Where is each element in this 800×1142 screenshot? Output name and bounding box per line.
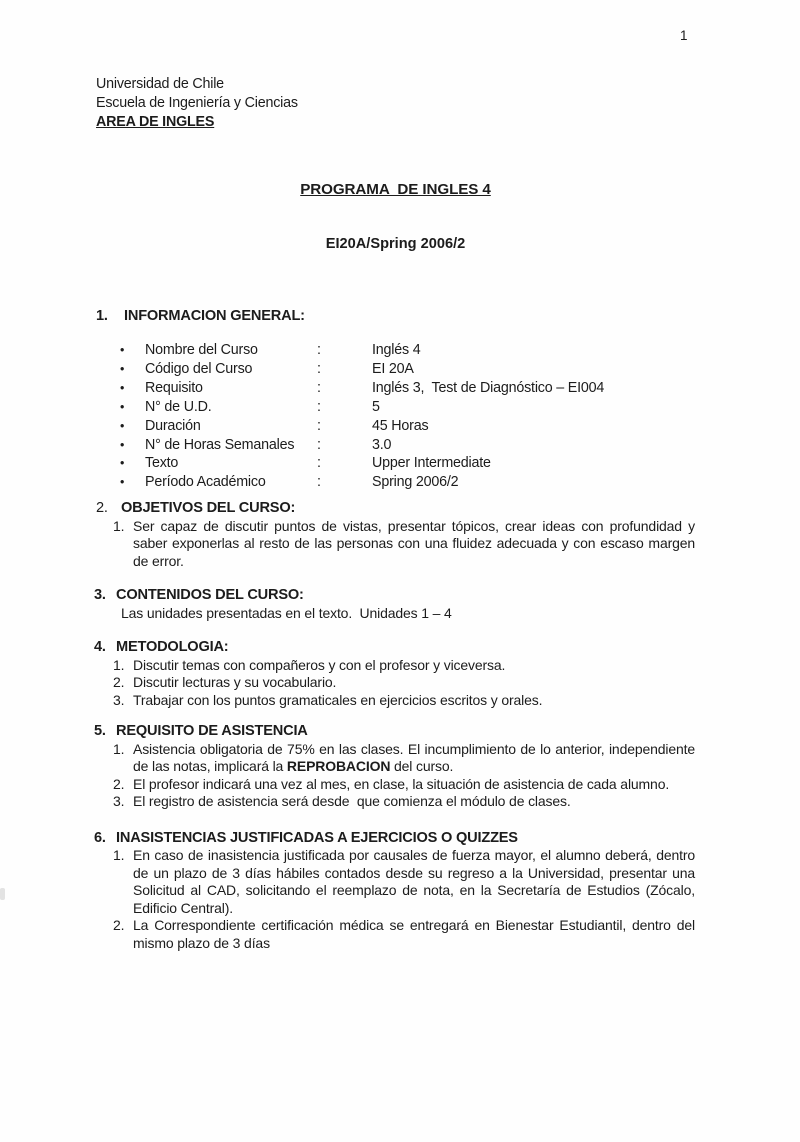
info-row xyxy=(120,473,695,492)
section-number: 5. xyxy=(94,723,106,740)
info-label: N° de Horas Semanales xyxy=(145,436,295,453)
item-number: 1. xyxy=(113,740,125,757)
bullet-icon: • xyxy=(120,437,125,452)
info-label: Código del Curso xyxy=(145,360,253,377)
list-item xyxy=(96,793,695,811)
section-number: 6. xyxy=(94,829,106,846)
info-label: N° de U.D. xyxy=(145,398,212,415)
section-informacion-general xyxy=(96,308,695,493)
methodology-list xyxy=(96,657,695,710)
info-value: Spring 2006/2 xyxy=(372,474,459,491)
info-colon: : xyxy=(317,436,321,453)
item-text: Discutir lecturas y su vocabulario. xyxy=(133,674,337,691)
bullet-icon: • xyxy=(120,380,125,395)
section-number: 2. xyxy=(96,500,108,517)
info-row xyxy=(120,341,695,360)
info-value: EI 20A xyxy=(372,360,414,377)
item-number: 3. xyxy=(113,691,125,708)
list-item xyxy=(96,776,695,794)
list-item xyxy=(96,657,695,675)
item-text: En caso de inasistencia justificada por causales de fuerza mayor, el alumno deberá, dentro de un plazo de 3 días hábiles contados desde su regreso a la Universidad, presentar una Solicitud al CAD, solicitando el reemplazo de nota, en la Secretaría de Estudios (Zócalo, Edificio Central). xyxy=(133,847,699,916)
info-label: Período Académico xyxy=(145,474,266,491)
info-value: 3.0 xyxy=(372,436,392,453)
info-value: 5 xyxy=(372,398,380,415)
bullet-icon: • xyxy=(120,418,125,433)
letterhead xyxy=(96,75,695,132)
item-text: Discutir temas con compañeros y con el profesor y viceversa. xyxy=(133,656,506,673)
title-subtitle: EI20A/Spring 2006/2 xyxy=(325,236,466,252)
list-item xyxy=(96,692,695,710)
info-colon: : xyxy=(317,360,321,377)
item-text-segment: Asistencia obligatoria de 75% en las clases. El incumplimiento de lo anterior, independiente de las notas, implicará la xyxy=(133,740,699,775)
course-info-list xyxy=(120,341,695,492)
item-text: Trabajar con los puntos gramaticales en ejercicios escritos y orales. xyxy=(133,691,543,708)
info-row xyxy=(120,417,695,436)
page-number: 1 xyxy=(680,28,688,43)
item-text: Ser capaz de discutir puntos de vistas, presentar tópicos, crear ideas con profundidad y saber exponerlas al resto de las personas con una fluidez adecuada y con escaso margen de error. xyxy=(133,517,699,569)
bullet-icon: • xyxy=(120,361,125,376)
title-main: PROGRAMA DE INGLES 4 xyxy=(300,181,491,198)
section-requisito-asistencia xyxy=(94,723,699,811)
list-item xyxy=(96,517,699,571)
section-heading: REQUISITO DE ASISTENCIA xyxy=(116,723,308,740)
bullet-icon: • xyxy=(120,399,125,414)
section-metodologia xyxy=(96,639,695,709)
section-contenidos xyxy=(96,587,695,622)
section-inasistencias xyxy=(94,829,699,953)
item-text xyxy=(133,740,699,776)
item-text-segment: del curso. xyxy=(390,758,454,775)
list-item xyxy=(96,740,699,776)
info-colon: : xyxy=(317,342,321,358)
attendance-rules-list xyxy=(96,740,699,811)
info-value: Inglés 4 xyxy=(372,342,421,358)
info-colon: : xyxy=(317,455,321,472)
info-label: Texto xyxy=(145,455,179,472)
list-item xyxy=(96,847,699,917)
contents-text: Las unidades presentadas en el texto. Unidades 1 – 4 xyxy=(121,604,452,621)
info-value: 45 Horas xyxy=(372,417,429,434)
section-number: 4. xyxy=(94,639,106,656)
info-row xyxy=(120,360,695,379)
info-colon: : xyxy=(317,379,321,396)
section-heading-row xyxy=(96,500,695,518)
item-number: 3. xyxy=(113,793,125,810)
info-row xyxy=(120,436,695,455)
section-heading: CONTENIDOS DEL CURSO: xyxy=(116,587,304,604)
university-name: Universidad de Chile xyxy=(96,76,224,92)
info-colon: : xyxy=(317,474,321,491)
section-heading: INASISTENCIAS JUSTIFICADAS A EJERCICIOS O QUIZZES xyxy=(116,829,518,846)
section-heading-row xyxy=(96,830,695,848)
list-item xyxy=(96,917,699,952)
item-number: 2. xyxy=(113,775,125,792)
section-number: 1. xyxy=(96,307,108,324)
section-heading-row xyxy=(96,587,695,605)
section-heading: METODOLOGIA: xyxy=(116,639,229,656)
scan-artifact-mark xyxy=(0,888,5,900)
bullet-icon: • xyxy=(120,475,125,490)
section-heading-row xyxy=(96,308,695,326)
item-number: 1. xyxy=(113,847,125,864)
list-item xyxy=(96,674,695,692)
item-text: El profesor indicará una vez al mes, en clase, la situación de asistencia de cada alumno. xyxy=(133,775,670,792)
item-number: 2. xyxy=(113,917,125,934)
emphasis-word: REPROBACION xyxy=(286,758,391,775)
info-colon: : xyxy=(317,398,321,415)
item-number: 1. xyxy=(113,656,125,673)
objectives-list xyxy=(96,517,699,571)
item-text: La Correspondiente certificación médica se entregará en Bienestar Estudiantil, dentro del mismo plazo de 3 días xyxy=(133,917,699,951)
document-title xyxy=(96,145,695,290)
section-heading: OBJETIVOS DEL CURSO: xyxy=(121,500,296,517)
info-value: Upper Intermediate xyxy=(372,455,491,472)
info-row xyxy=(120,454,695,473)
bullet-icon: • xyxy=(120,343,125,357)
info-colon: : xyxy=(317,417,321,434)
item-text: El registro de asistencia será desde que comienza el módulo de clases. xyxy=(133,793,571,810)
info-label: Requisito xyxy=(145,379,203,396)
section-heading-row xyxy=(96,723,695,741)
justified-absence-list xyxy=(96,847,699,952)
bullet-icon: • xyxy=(120,456,125,471)
item-number: 2. xyxy=(113,674,125,691)
section-number: 3. xyxy=(94,587,106,604)
section-heading-row xyxy=(96,639,695,657)
info-row xyxy=(120,379,695,398)
section-heading: INFORMACION GENERAL: xyxy=(124,307,305,324)
school-name: Escuela de Ingeniería y Ciencias xyxy=(96,95,298,111)
department-name: AREA DE INGLES xyxy=(96,114,215,130)
info-row xyxy=(120,398,695,417)
info-label: Nombre del Curso xyxy=(145,342,258,358)
section-objetivos xyxy=(96,500,699,570)
info-label: Duración xyxy=(145,417,201,434)
item-number: 1. xyxy=(113,517,125,534)
info-value: Inglés 3, Test de Diagnóstico – EI004 xyxy=(372,379,605,396)
